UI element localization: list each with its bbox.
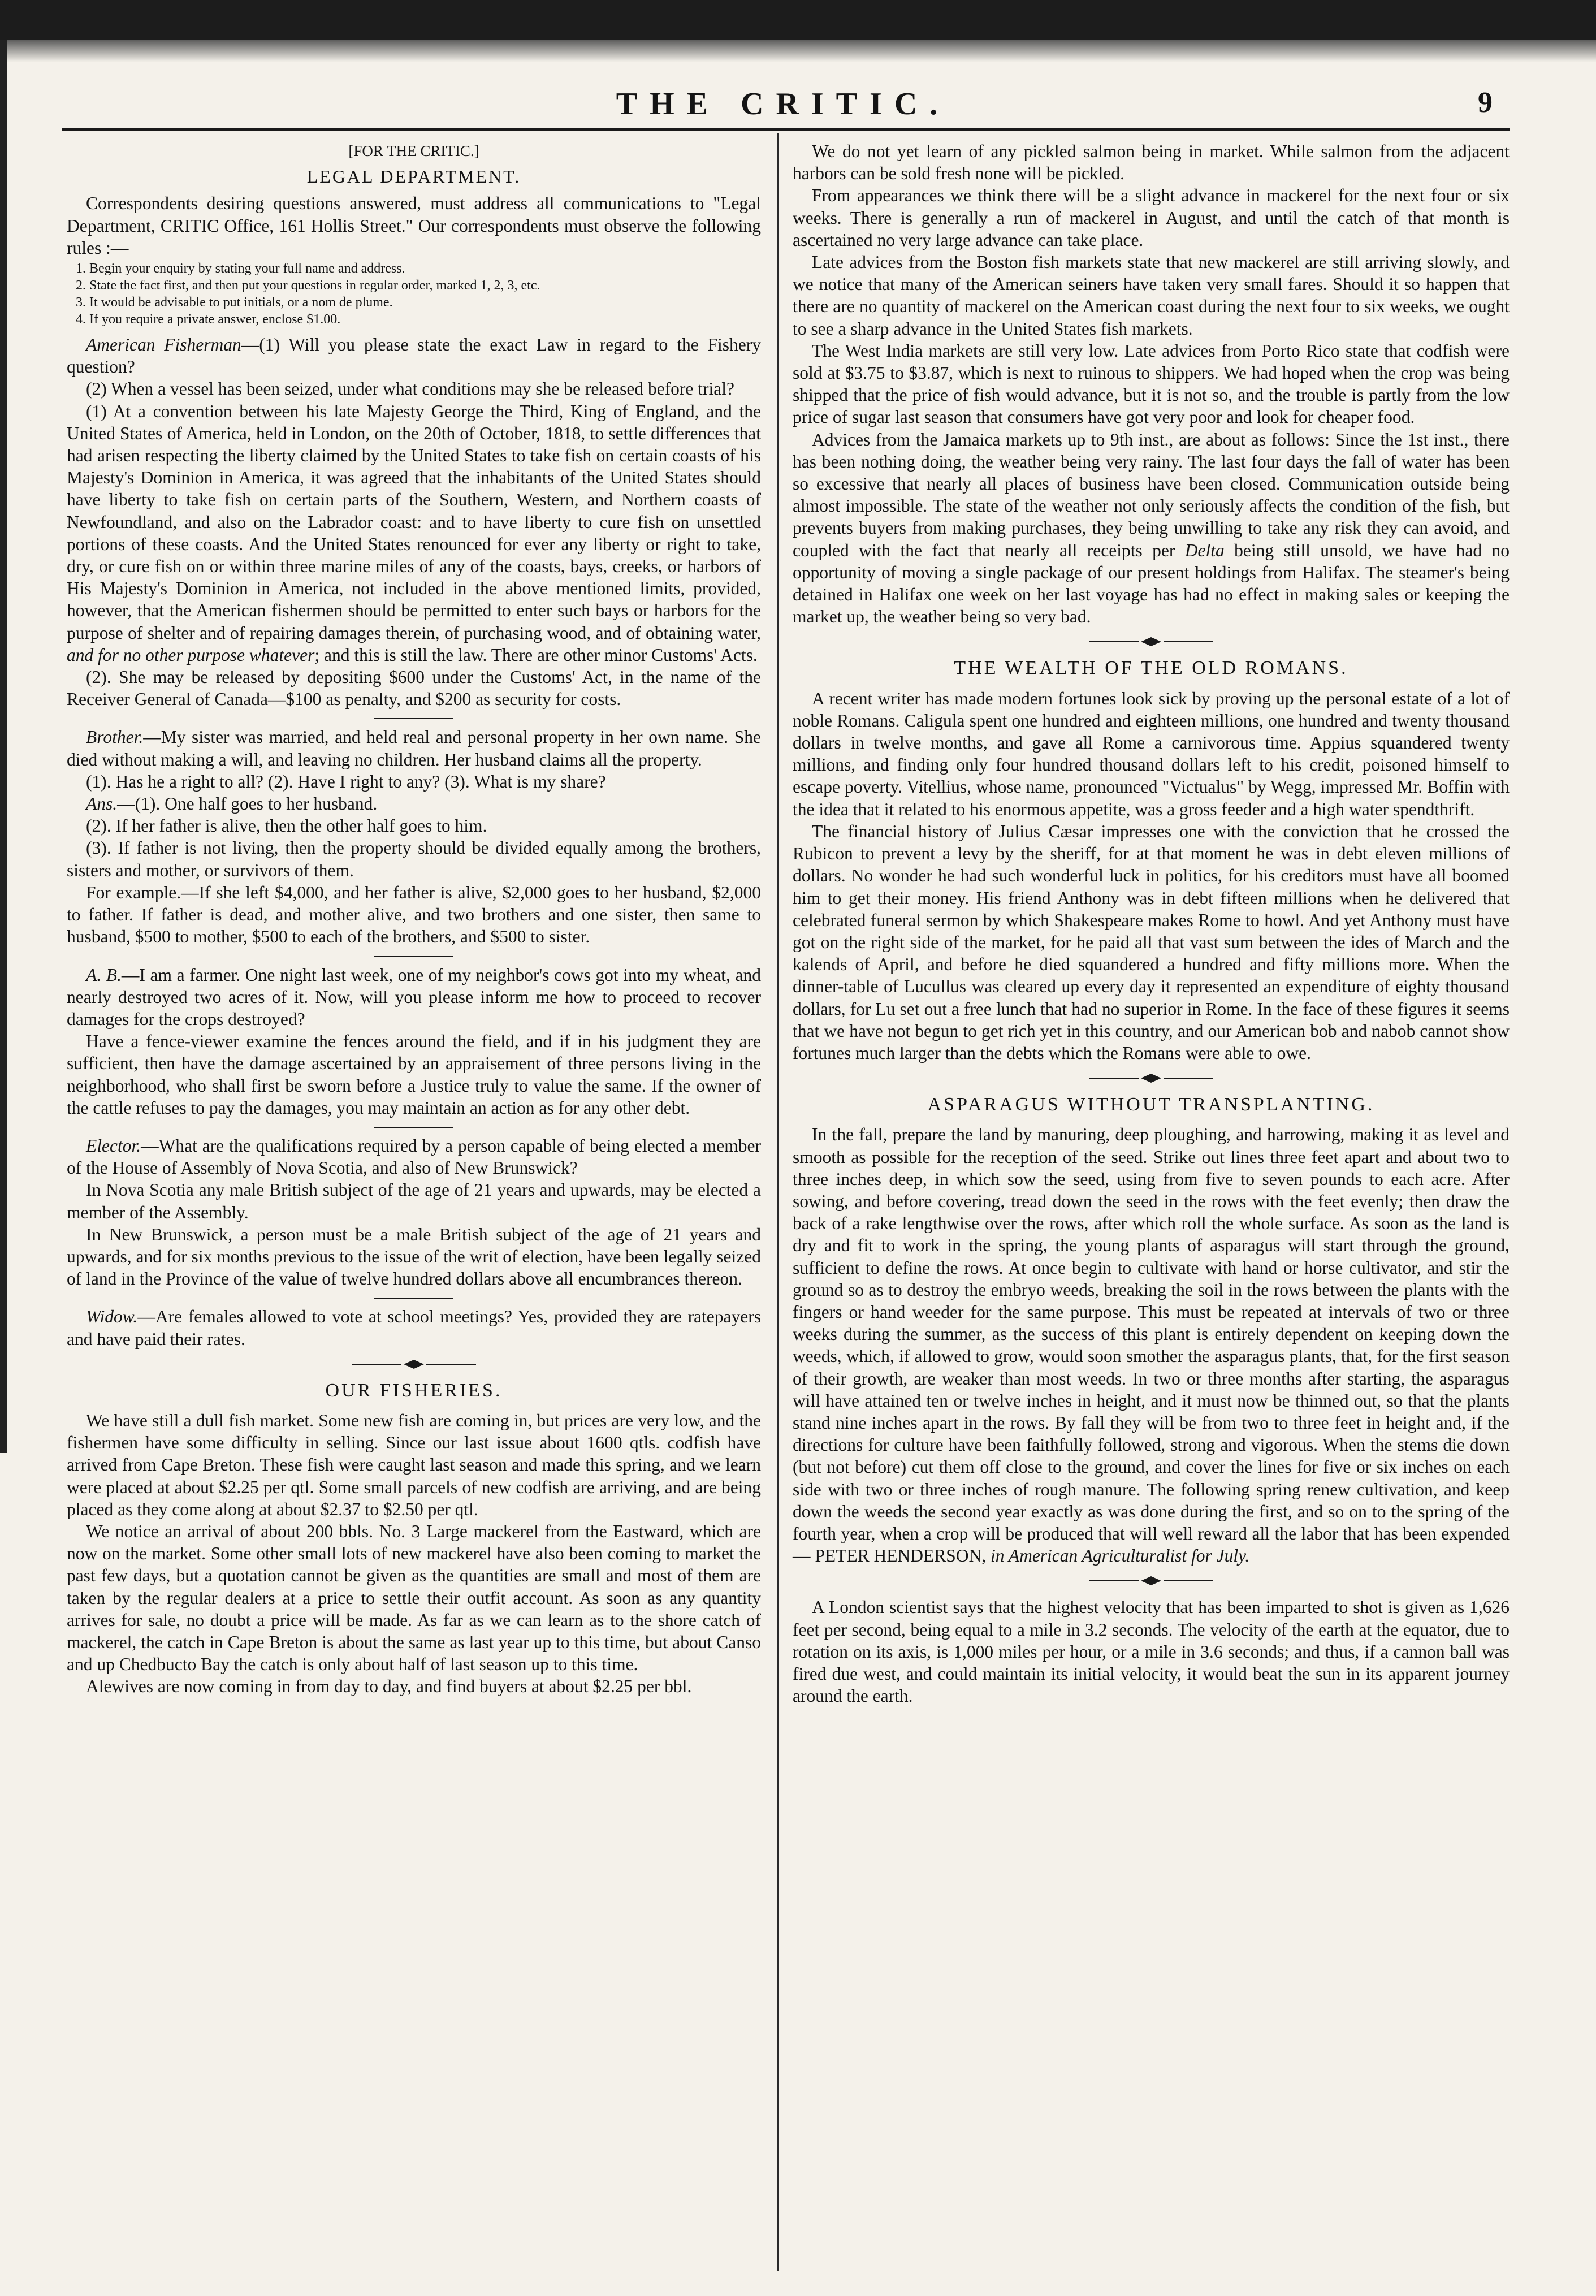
asparagus-text: In the fall, prepare the land by manuring, deep ploughing, and harrowing, making it as level and smooth as possible for the reception of the seed. Strike out lines three feet apart and about two to three inches deep, in which sow the seed, using from five to seven pounds to each acre. After sowing, and before covering, tread down the seed in the rows with the feet evenly; then draw the back of a rake lengthwise over the rows, after which roll the whole surface. As soon as the land is dry and fit to work in the spring, the young plants of asparagus will start through the ground, sufficient to define the rows. At once begin to cultivate with hand or horse cultivator, and stir the ground so as to destroy the embryo weeds, breaking the soil in the rows between the plants with the fingers or hand weeder for the same purpose. This must be repeated at intervals of two or three weeks during the summer, as the success of this plant is entirely dependent on keeping down the weeds, which, if allowed to grow, would soon smother the asparagus plants, that, for the first season of their growth, are weaker than most weeds. In two or three months after starting, the asparagus will have attained ten or twelve inches in height, and it must now be thinned out, so that the plants stand nine inches apart in the rows. By fall they will be from two to three feet in height and, if the directions for culture have been faithfully followed, strong and vigorous. When the stems die down (but not before) cut them off close to the ground, and cover the lines for five or six inches on each side with two or three inches of rough manure. The following spring renew cultivation, and keep down the weeds the second year exactly as was done during the first, and so on to the spring of the fourth year, when a crop will be produced that will well reward all the labor that has been expended — — [793, 1125, 1510, 1566]
fisherman-question-1 — [67, 334, 761, 378]
section-rule — [374, 956, 453, 957]
ans-lead: Ans. — [86, 794, 118, 814]
fisherman-q1-text: —(1) Will you please state the exact Law in regard to the Fishery question? — [67, 335, 761, 377]
jamaica-text-b: being still unsold, we have had no opportunity of moving a single package of our present holdings from Halifax. The steamer's being detained in Halifax one week on her last voyage has had no effect in making sales or keeping the market up, the weather being so very bad. — [793, 540, 1510, 627]
column-separator — [777, 133, 779, 2271]
fisheries-paragraph — [793, 429, 1510, 628]
asparagus-author: PETER HENDERSON, — [815, 1546, 987, 1566]
ship-name: Delta — [1184, 540, 1225, 560]
widow-question — [67, 1305, 761, 1350]
legal-rule: 4. If you require a private answer, enclose $1.00. — [89, 311, 761, 328]
fisheries-paragraph: Alewives are now coming in from day to day, and find buyers at about $2.25 per bbl. — [86, 1676, 692, 1697]
section-rule — [374, 718, 453, 719]
elector-answer-1: In Nova Scotia any male British subject of the age of 21 years and upwards, may be elected a member of the Assembly. — [67, 1180, 761, 1222]
brother-question-2: (1). Has he a right to all? (2). Have I right to any? (3). What is my share? — [86, 771, 606, 792]
legal-source-line: [FOR THE CRITIC.] — [348, 142, 479, 159]
legal-intro: Correspondents desiring questions answered, must address all communications to "Legal Department, CRITIC Office, 161 Hollis Street." Our correspondents must observe the following rules :— — [67, 193, 761, 258]
brother-question — [67, 726, 761, 770]
ornament-divider — [1066, 635, 1236, 648]
fisheries-paragraph: We notice an arrival of about 200 bbls. No. 3 Large mackerel from the Eastward, which are now on the market. Some other small lots of new mackerel have also been coming to market the past few days, but a quotation cannot be given as the quantities are small and most of them are taken by the regular dealers at a price to settle their outfit account. As soon as any quantity arrives for sale, no doubt a price will be made. As far as we can learn as to the shore catch of mackerel, the catch in Cape Breton is about the same as last year up to this time, but about Canso and up Chedbucto Bay the catch is only about half of last season up to this time. — [67, 1521, 761, 1675]
fisheries-paragraph: From appearances we think there will be a slight advance in mackerel for the next four or six weeks. There is generally a run of mackerel in August, and until the catch of that month is ascertained no very large advance can take place. — [793, 185, 1510, 250]
asparagus-paragraph — [793, 1123, 1510, 1567]
ornament-divider — [1066, 1072, 1236, 1084]
top-black-band — [0, 0, 1596, 40]
farmer-question — [67, 964, 761, 1031]
fisherman-question-2: (2) When a vessel has been seized, under what conditions may she be released before trial? — [86, 379, 734, 399]
top-scan-shadow — [0, 40, 1596, 62]
fisheries-paragraph: The West India markets are still very low. Late advices from Porto Rico state that codfish were sold at $3.75 to $3.87, which is next to ruinous to shippers. We had hoped when the crop was being shipped that the price of fish would advance, but it is not so, and the trouble is partly from the low price of sugar last season that consumers have got very poor and look for cheaper food. — [793, 340, 1510, 427]
ornament-divider — [329, 1358, 499, 1370]
legal-rule: 2. State the fact first, and then put your questions in regular order, marked 1, 2, 3, etc. — [89, 277, 761, 294]
farmer-lead: A. B. — [86, 965, 122, 985]
fisherman-lead: American Fisherman — [86, 335, 241, 355]
romans-paragraph: A recent writer has made modern fortunes look sick by proving up the personal estate of a lot of noble Romans. Caligula spent one hundred and eighteen millions, one hundred and twenty thousand dollars in twelve months, and gave all Rome a carnivorous time. Appius squandered twenty millions, and finding only four hundred thousand dollars left to his credit, poisoned himself to escape poverty. Vitellius, whose name, pronounced "Victualus" by Wegg, impressed Mr. Boffin with the idea that it related to his enormous appetite, was a gross feeder and a high water spendthrift. — [793, 688, 1510, 819]
elector-answer-2: In New Brunswick, a person must be a male British subject of the age of 21 years and upwards, and for six months previous to the issue of the writ of election, have been legally seized of land in the Province of the value of twelve hundred dollars above all encumbrances thereon. — [67, 1224, 761, 1289]
jamaica-text-a: Advices from the Jamaica markets up to 9th inst., are about as follows: Since the 1st inst., there has been nothing doing, the weather being very rainy. The last four days the fall of water has been so excessive that nearly all places of business have been closed. Communication outside being almost impossible. The state of the weather not only seriously affects the condition of the fish, but prevents buyers from making purchases, they being unwilling to take any risk they can avoid, and coupled with the fact that nearly all receipts per — [793, 429, 1510, 560]
page-number: 9 — [1478, 87, 1493, 119]
legal-rule: 1. Begin your enquiry by stating your full name and address. — [89, 260, 761, 277]
fisheries-paragraph: We have still a dull fish market. Some new fish are coming in, but prices are very low, and the fishermen have some difficulty in selling. Since our last issue about 1600 qtls. codfish have arrived from Cape Breton. These fish were caught last season and made this spring, and we learn were placed at about $2.25 per qtl. Some small parcels of new codfish are arriving, and are being placed as they come along at about $2.37 to $2.50 per qtl. — [67, 1410, 761, 1519]
legal-rules-list — [67, 260, 761, 328]
fisherman-answer-1 — [67, 400, 761, 666]
farmer-answer: Have a fence-viewer examine the fences around the field, and if in his judgment they are sufficient, then have the damage ascertained by an appraisement of three persons living in the neighborhood, who shall first be sworn before a Justice truly to value the same. If the owner of the cattle refuses to pay the damages, you may maintain an action as for any other debt. — [67, 1031, 761, 1118]
masthead-rule — [62, 128, 1510, 131]
fisherman-answer-2: (2). She may be released by depositing $600 under the Customs' Act, in the name of the Receiver General of Canada—$100 as penalty, and $200 as security for costs. — [67, 667, 761, 710]
farmer-q-text: —I am a farmer. One night last week, one of my neighbor's cows got into my wheat, and nearly destroyed two acres of it. Now, will you please inform me how to proceed to recover damages for the crops destroyed? — [67, 965, 761, 1029]
elector-question — [67, 1135, 761, 1179]
fisherman-a1-end: ; and this is still the law. There are other minor Customs' Acts. — [314, 645, 758, 665]
elector-q-text: —What are the qualifications required by a person capable of being elected a member of the House of Assembly of Nova Scotia, and also of New Brunswick? — [67, 1135, 761, 1178]
left-column — [67, 140, 761, 1698]
widow-lead: Widow. — [86, 1307, 138, 1327]
newspaper-title: THE CRITIC. — [616, 87, 950, 122]
fisheries-heading: OUR FISHERIES. — [325, 1380, 503, 1401]
legal-rule: 3. It would be advisable to put initials, or a nom de plume. — [89, 294, 761, 311]
fisheries-paragraph: Late advices from the Boston fish markets state that new mackerel are still arriving slowly, and we notice that many of the American seiners have taken very small fares. Should it so happen that there are no quantity of mackerel on the American coast during the next four to six weeks, we ought to see a sharp advance in the United States fish markets. — [793, 252, 1510, 339]
masthead — [62, 86, 1504, 120]
asparagus-heading: ASPARAGUS WITHOUT TRANSPLANTING. — [927, 1094, 1375, 1115]
velocity-paragraph: A London scientist says that the highest velocity that has been imparted to shot is given as 1,626 feet per second, being equal to a mile in 3.2 seconds. The velocity of the earth at the equator, due to rotation on its axis, is 1,000 miles per hour, or a mile in 3.6 seconds; and thus, if a cannon ball was fired due west, and could maintain its initial velocity, it would beat the sun in its apparent journey around the earth. — [793, 1597, 1510, 1706]
fisherman-a1-text: (1) At a convention between his late Majesty George the Third, King of England, and the United States of America, held in London, on the 20th of October, 1818, to settle differences that had arisen respecting the liberty claimed by the United States to take fish on certain coasts of his Majesty's Dominion in America, it was agreed that the inhabitants of the United States should have liberty to take fish on certain parts of the Southern, Western, and Northern coasts of Newfoundland, and also on the Labrador coast: and to have liberty to cure fish on unsettled portions of these coasts. And the United States renounced for ever any liberty or right to take, dry, or cure fish on or within three marine miles of any of the coasts, bays, creeks, or harbors of His Majesty's Dominion in America, not included in the above mentioned limits, provided, however, that the American fishermen should be permitted to enter such bays or harbors for the purpose of shelter and of repairing damages therein, of purchasing wood, and of obtaining water, — [67, 401, 761, 643]
widow-q-text: —Are females allowed to vote at school meetings? Yes, provided they are ratepayers and have paid their rates. — [67, 1307, 761, 1349]
ans1-text: —(1). One half goes to her husband. — [117, 794, 378, 814]
brother-q-text: —My sister was married, and held real and personal property in her own name. She died without making a will, and leaving no children. Her husband claims all the property. — [67, 727, 761, 769]
section-rule — [374, 1298, 453, 1299]
fisherman-a1-italic: and for no other purpose whatever — [67, 645, 315, 665]
brother-answer-3: (3). If father is not living, then the property should be divided equally among the brothers, sisters and mother, or survivors of them. — [67, 838, 761, 880]
left-binding-edge — [0, 40, 7, 1453]
brother-answer-1 — [67, 793, 761, 815]
romans-paragraph: The financial history of Julius Cæsar impresses one with the conviction that he crossed the Rubicon to prevent a levy by the sheriff, for at that moment he was in debt eleven millions of dollars. No wonder he had such wonderful luck in politics, for his creditors must have all boomed him to get their money. His friend Anthony was in debt fifteen millions when he delivered that celebrated funeral sermon by which Shakespeare makes Rome to howl. And yet Anthony must have got on the right side of the market, for he paid all that vast sum between the ides of March and the kalends of April, and before he died squandered a hundred and fifty millions more. When the dinner-table of Lucullus was cleared up every day it represented an expenditure of eighty thousand dollars, for Lu set out a free lunch that had no superior in Rome. In the face of these figures it seems that we have not begun to get rich yet in this country, and our American bob and nabob cannot show fortunes much larger than the debts which the Romans were able to owe. — [793, 821, 1510, 1063]
elector-lead: Elector. — [86, 1135, 141, 1156]
section-rule — [374, 1127, 453, 1128]
brother-answer-4: For example.—If she left $4,000, and her father is alive, $2,000 goes to her husband, $2,000 to father. If father is dead, and mother alive, and two brothers and one sister, then same to husband, $500 to mother, $500 to each of the brothers, and $500 to sister. — [67, 882, 761, 947]
ornament-divider — [1066, 1575, 1236, 1587]
fisheries-paragraph: We do not yet learn of any pickled salmon being in market. While salmon from the adjacent harbors can be sold fresh none will be pickled. — [793, 141, 1510, 184]
romans-heading: THE WEALTH OF THE OLD ROMANS. — [954, 658, 1348, 679]
right-column — [793, 140, 1510, 1707]
legal-heading: LEGAL DEPARTMENT. — [306, 166, 521, 187]
brother-answer-2: (2). If her father is alive, then the other half goes to him. — [86, 816, 487, 836]
brother-lead: Brother. — [86, 727, 144, 747]
asparagus-source: in American Agriculturalist for July. — [991, 1546, 1250, 1566]
